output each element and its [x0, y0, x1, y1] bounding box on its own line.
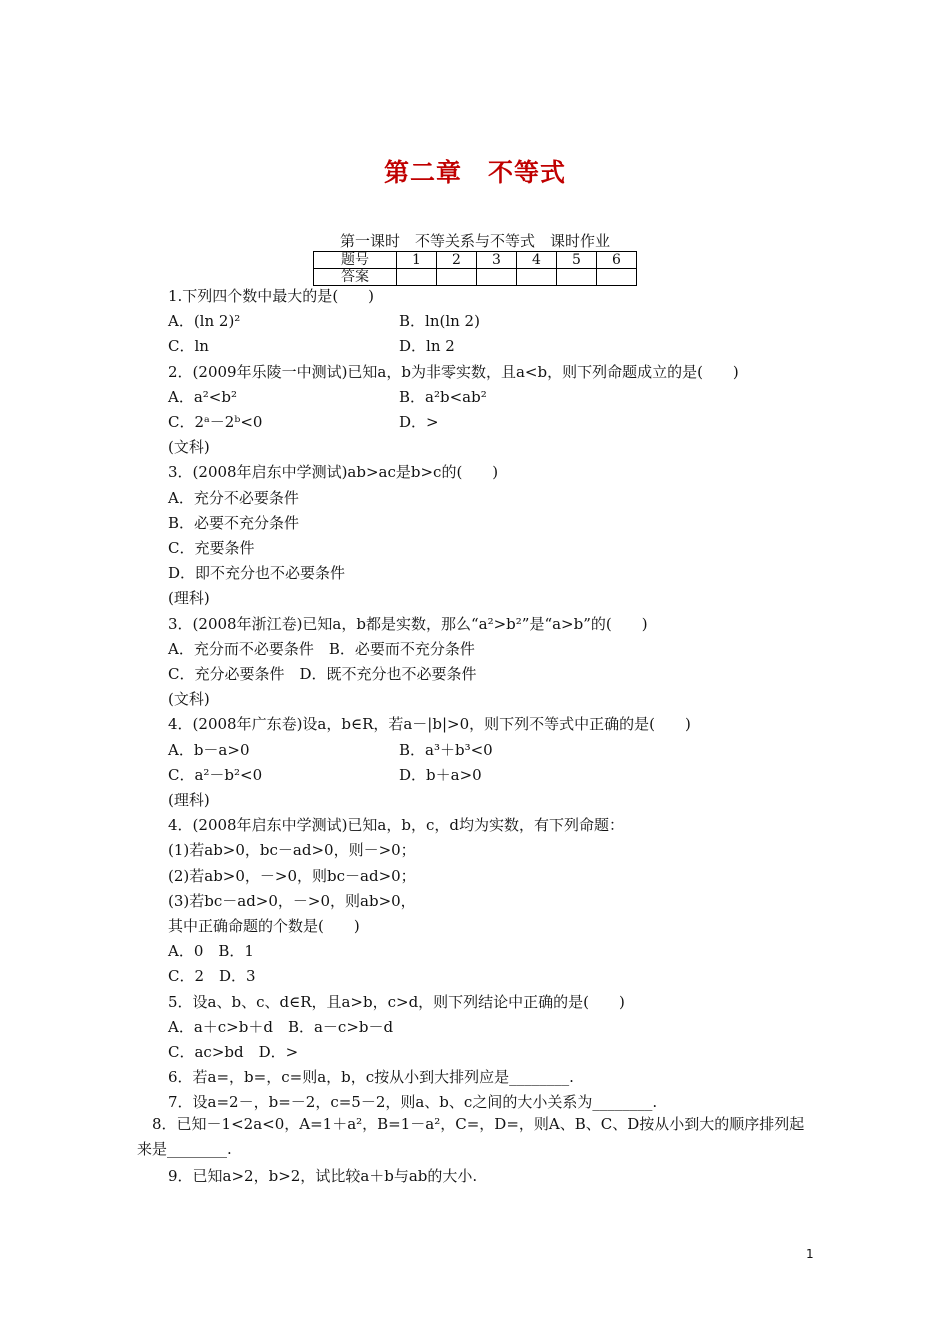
line-text: 6．若a=，b=，c=则a，b，c按从小到大排列应是________. [168, 1068, 574, 1087]
line-like1 [168, 588, 210, 608]
line-text-option: B．ln(ln 2) [399, 312, 480, 331]
line-text: (3)若bc－ad>0，－>0，则ab>0， [168, 891, 416, 910]
answer-cell[interactable] [437, 269, 477, 286]
line-q3l [168, 614, 648, 634]
line-q6 [168, 1067, 574, 1087]
line-q4w-c [168, 765, 482, 785]
table-cell: 3 [477, 252, 517, 269]
line-text-option: D．b＋a>0 [399, 765, 482, 784]
line-wenke1 [168, 437, 210, 457]
line-q4l-2 [168, 866, 416, 886]
line-q5 [168, 992, 625, 1012]
answer-cell[interactable] [397, 269, 437, 286]
line-text: 2．(2009年乐陵一中测试)已知a，b为非零实数，且a<b，则下列命题成立的是( ) [168, 362, 739, 381]
table-cell: 6 [597, 252, 637, 269]
line-text: (文科) [168, 438, 210, 457]
line-text: A．(ln 2)² [168, 312, 241, 331]
line-text: C．ac>bd D．> [168, 1043, 299, 1061]
line-text: D．即不充分也不必要条件 [168, 564, 346, 583]
line-text: A．a²<b² [168, 387, 237, 406]
table-row [314, 269, 637, 286]
line-text: C．充分必要条件 D．既不充分也不必要条件 [168, 665, 477, 683]
line-text-option: B．a²b<ab² [399, 387, 487, 406]
line-q3l-ab [168, 639, 475, 659]
table-cell: 4 [517, 252, 557, 269]
line-q1 [168, 286, 374, 306]
line-text: A．充分不必要条件 [168, 488, 299, 507]
line-q5-cd [168, 1042, 298, 1062]
line-text: C．2 D．3 [168, 967, 256, 986]
table-header-answer: 答案 [314, 269, 397, 286]
line-q4l-q [168, 916, 360, 936]
line-q4l-1 [168, 840, 416, 860]
table-row [314, 252, 637, 269]
answer-cell[interactable] [517, 269, 557, 286]
line-text: 7．设a=2－，b=－2，c=5－2，则a、b、c之间的大小关系为________. [168, 1093, 658, 1112]
line-q3w-d [168, 563, 345, 583]
question-8: 8．已知－1<2a<0，A=1＋a²，B=1－a²，C=，D=，则A、B、C、D按从小到大的顺序排列起来是________. [137, 1115, 805, 1158]
line-q7 [168, 1092, 657, 1112]
line-like2 [168, 790, 210, 810]
line-q4l-cd [168, 966, 256, 986]
line-q4l [168, 815, 624, 835]
line-text: C．充要条件 [168, 539, 255, 557]
line-text: (2)若ab>0，－>0，则bc－ad>0； [168, 866, 416, 885]
table-header-number: 题号 [314, 252, 397, 269]
line-text: C．ln [168, 337, 209, 356]
line-q2-a [168, 387, 487, 407]
line-text: 3．(2008年启东中学测试)ab>ac是b>c的( ) [168, 463, 499, 482]
question-9: 9．已知a>2，b>2，试比较a＋b与ab的大小. [168, 1167, 478, 1185]
line-text-option: B．a³＋b³<0 [399, 740, 493, 759]
answer-cell[interactable] [557, 269, 597, 286]
answer-table [313, 251, 637, 286]
line-text-option: D．ln 2 [399, 337, 455, 356]
line-text: C．a²－b²<0 [168, 765, 263, 784]
line-text: C．2ᵃ－2ᵇ<0 [168, 413, 263, 431]
line-q4w [168, 714, 691, 734]
line-q2 [168, 362, 739, 382]
line-text-option: D．> [399, 413, 439, 431]
line-text: A．0 B．1 [168, 942, 254, 961]
line-q4l-ab [168, 941, 254, 961]
line-q3w-b [168, 513, 299, 533]
line-q5-ab [168, 1017, 393, 1037]
line-q1-a [168, 311, 480, 331]
line-text: 1.下列四个数中最大的是( ) [168, 287, 375, 305]
line-text: 其中正确命题的个数是( ) [168, 917, 360, 935]
lesson-subtitle: 第一课时 不等关系与不等式 课时作业 [339, 232, 610, 250]
line-q2-c [168, 412, 439, 432]
line-wenke2 [168, 689, 210, 709]
page-number: 1 [806, 1247, 814, 1261]
line-text: A．b－a>0 [168, 740, 250, 759]
answer-cell[interactable] [477, 269, 517, 286]
answer-cell[interactable] [597, 269, 637, 286]
line-text: (文科) [168, 690, 210, 709]
line-q1-c [168, 336, 455, 356]
line-q3l-cd [168, 664, 477, 684]
line-q4l-3 [168, 891, 416, 911]
line-text: 4．(2008年启东中学测试)已知a，b，c，d均为实数，有下列命题： [168, 816, 624, 835]
line-text: 4．(2008年广东卷)设a，b∈R，若a－|b|>0，则下列不等式中正确的是( ) [168, 715, 691, 734]
line-q3w [168, 462, 498, 482]
line-text: 3．(2008年浙江卷)已知a，b都是实数，那么“a²>b²”是“a>b”的( ) [168, 614, 648, 633]
table-cell: 2 [437, 252, 477, 269]
line-text: (理科) [168, 589, 210, 608]
line-text: A．a＋c>b＋d B．a－c>b－d [168, 1017, 394, 1036]
table-cell: 1 [397, 252, 437, 269]
line-q3w-a [168, 488, 299, 508]
line-text: (1)若ab>0，bc－ad>0，则－>0； [168, 841, 416, 860]
line-text: 5．设a、b、c、d∈R，且a>b，c>d，则下列结论中正确的是( ) [168, 992, 625, 1011]
line-text: B．必要不充分条件 [168, 513, 300, 532]
line-q3w-c [168, 538, 254, 558]
line-q4w-a [168, 740, 493, 760]
line-text: (理科) [168, 791, 210, 809]
line-text: A．充分而不必要条件 B．必要而不充分条件 [168, 639, 475, 658]
table-cell: 5 [557, 252, 597, 269]
page-title: 第二章 不等式 [383, 158, 566, 187]
